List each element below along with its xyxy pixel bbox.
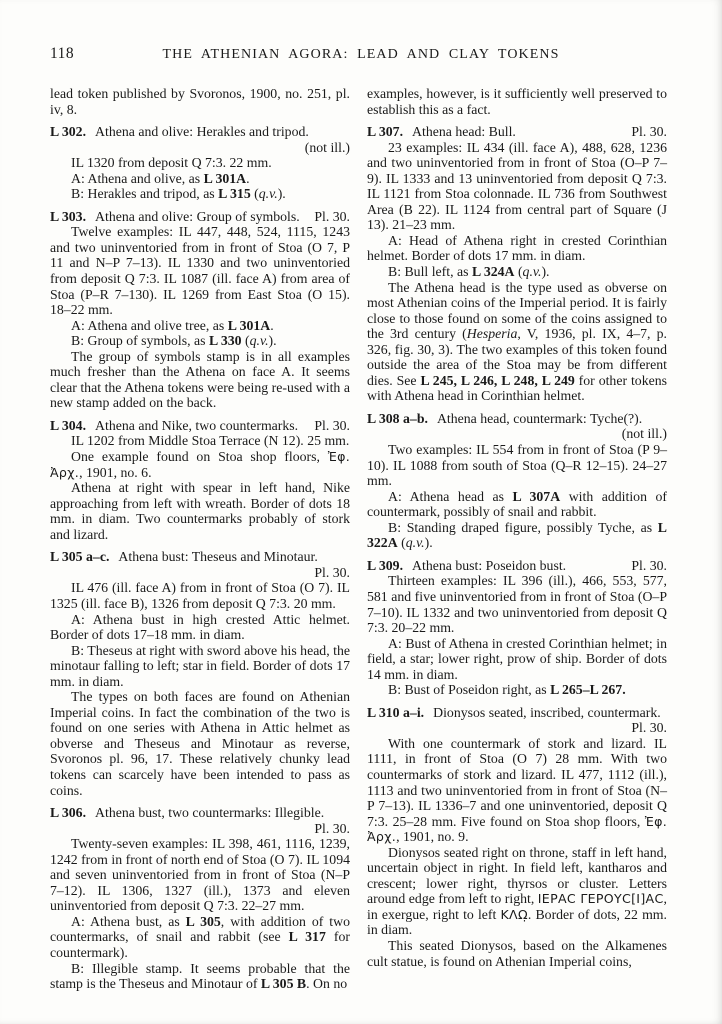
- entry-number: L 302.: [50, 124, 87, 140]
- entry-number: L 303.: [50, 208, 87, 224]
- text-run: , in exergue, right to left: [367, 891, 667, 922]
- continuation-paragraph: [367, 86, 667, 117]
- paragraph: [50, 643, 350, 690]
- paragraph: [367, 938, 667, 969]
- plate-ref: Pl. 30.: [631, 124, 667, 140]
- entry-number: L 310 a–i.: [367, 704, 425, 720]
- paragraph: [50, 914, 350, 961]
- text-run: q.v.: [249, 333, 269, 349]
- text-run: This seated Dionysos, based on the Alkamenes cult statue, is found on Athenian Imperial coins,: [367, 937, 667, 969]
- entry-heading: [367, 558, 667, 574]
- text-run: (: [250, 186, 259, 202]
- paragraph: [50, 155, 350, 171]
- text-columns: [50, 86, 668, 992]
- plate-ref: Pl. 30.: [314, 820, 350, 836]
- catalog-entry: [50, 805, 350, 992]
- text-run: L 301A: [227, 317, 271, 333]
- paragraph: [367, 140, 667, 233]
- catalog-entry: [50, 549, 350, 798]
- text-run: L 322A: [367, 519, 667, 551]
- greek-text-run: ΚΛΩ̣: [500, 906, 528, 922]
- text-run: , 1901, no. 6.: [79, 464, 152, 480]
- catalog-entry: [367, 705, 667, 969]
- entry-number: L 307.: [367, 124, 404, 140]
- text-run: L 307A: [512, 488, 561, 504]
- text-run: q.v.: [405, 535, 425, 551]
- text-run: q.v.: [258, 186, 278, 202]
- text-run: L 245, L 246, L 248, L 249: [420, 372, 575, 388]
- text-run: Thirteen examples: IL 396 (ill.), 466, 553, 577, 581 and five uninventoried from in front of Stoa (O–P 7–10). IL 1332 and two uninventoried from deposit Q 7:3. 20–22 mm.: [367, 573, 667, 636]
- page-number: 118: [50, 45, 75, 62]
- text-run: with addition of countermark, possibly of snail and rabbit.: [367, 488, 667, 520]
- text-run: (: [514, 264, 523, 280]
- paragraph: [367, 442, 667, 489]
- entry-title: Athena and Nike, two countermarks.: [95, 417, 299, 433]
- running-head: THE ATHENIAN AGORA: LEAD AND CLAY TOKENS: [162, 47, 560, 62]
- text-run: for other tokens with Athena head in Corinthian helmet.: [367, 372, 667, 404]
- paragraph: [367, 573, 667, 635]
- right-column: [367, 86, 667, 992]
- text-run: A: Athena head as: [388, 488, 513, 504]
- paragraph: [367, 845, 667, 938]
- text-run: ).: [541, 264, 550, 280]
- greek-text-run: Ἐφ. Ἀρχ.: [50, 449, 350, 480]
- continuation-paragraph: [50, 86, 350, 117]
- entry-heading: [50, 209, 350, 225]
- text-run: , with addition of two countermarks, of snail and rabbit (see: [50, 913, 351, 945]
- paragraph: [50, 580, 350, 611]
- text-run: L 305: [185, 913, 221, 929]
- text-run: B: Group of symbols, as: [71, 333, 209, 349]
- text-run: ).: [268, 333, 277, 349]
- entry-title: Athena bust: Theseus and Minotaur.: [118, 549, 318, 565]
- paragraph: [50, 689, 350, 798]
- text-run: IL 1202 from Middle Stoa Terrace (N 12). 25 mm.: [71, 433, 350, 449]
- plate-ref: Pl. 30.: [314, 564, 350, 580]
- paragraph: [50, 836, 350, 914]
- paragraph: [50, 171, 350, 187]
- entry-number: L 308 a–b.: [367, 410, 428, 426]
- text-run: B: Herakles and tripod, as: [71, 186, 219, 202]
- text-run: B: Theseus at right with sword above his head, the minotaur falling to left; star in field. Border of dots 17 mm. in diam.: [50, 642, 350, 689]
- entry-heading: [50, 549, 350, 565]
- paragraph: [50, 186, 350, 202]
- text-run: L 315: [218, 186, 251, 202]
- text-run: ).: [277, 186, 286, 202]
- text-run: . Border of dots, 22 mm. in diam.: [367, 906, 667, 938]
- text-run: A: Bust of Athena in crested Corinthian helmet; in field, a star; lower right, prow of ship. Border of dots 14 mm. in diam.: [367, 635, 667, 682]
- text-run: B: Standing draped figure, possibly Tyche, as: [388, 519, 658, 535]
- text-run: A: Athena and olive tree, as: [71, 317, 228, 333]
- plate-ref: (not ill.): [621, 426, 667, 442]
- paragraph: [367, 736, 667, 845]
- text-run: L 301A: [203, 170, 247, 186]
- plate-ref: (not ill.): [304, 139, 350, 155]
- text-run: A: Head of Athena right in crested Corinthian helmet. Border of dots 17 mm. in diam.: [367, 232, 667, 264]
- text-run: Twelve examples: IL 447, 448, 524, 1115, 1243 and two uninventoried from in front of Stoa (O 7, P 11 and N–P 7–13). IL 1330 and two uninventoried from deposit Q 7:3. IL 1087 (ill. face A) from area of Stoa (P–R 7–130). IL 1269 from East Stoa (O 15). 18–22 mm.: [50, 224, 350, 318]
- paragraph: [50, 480, 350, 542]
- catalog-entry: [367, 411, 667, 551]
- paragraph: [50, 349, 350, 411]
- text-run: L 265–L 267.: [550, 682, 626, 698]
- text-run: .: [246, 170, 250, 186]
- text-run: q.v.: [522, 264, 542, 280]
- entry-heading: [50, 418, 350, 434]
- entry-title: Athena and olive: Group of symbols.: [95, 208, 300, 224]
- text-run: B: Bull left, as: [388, 264, 472, 280]
- entry-heading: [50, 124, 350, 140]
- entry-number: L 306.: [50, 805, 87, 821]
- text-run: The group of symbols stamp is in all examples much fresher than the Athena on face A. It seems clear that the Athena tokens were being re-used with a new stamp added on the back.: [50, 348, 350, 411]
- paragraph: [50, 612, 350, 643]
- catalog-entry: [367, 124, 667, 404]
- text-run: for countermark).: [50, 929, 350, 960]
- entry-title: Athena and olive: Herakles and tripod.: [95, 124, 309, 140]
- paragraph: [50, 449, 350, 480]
- text-run: Athena at right with spear in left hand, Nike approaching from left with wreath. Border of dots 18 mm. in diam. Two countermarks probably of stork and lizard.: [50, 480, 350, 542]
- greek-text-run: Ἐφ. Ἀρχ.: [367, 813, 667, 845]
- text-run: (: [241, 333, 250, 349]
- paragraph: [50, 224, 350, 317]
- text-run: IL 1320 from deposit Q 7:3. 22 mm.: [71, 155, 272, 171]
- text-run: .: [270, 317, 274, 333]
- text-run: Twenty-seven examples: IL 398, 461, 1116, 1239, 1242 from in front of north end of Stoa (O 7). IL 1094 and seven uninventoried from in front of Stoa (N–P 7–12). IL 1306, 1327 (ill.), 1373 and eleven uninventoried from deposit Q 7:3. 22–27 mm.: [50, 836, 350, 914]
- plate-ref: Pl. 30.: [631, 557, 667, 573]
- text-run: examples, however, is it sufficiently well preserved to establish this as a fact.: [367, 86, 667, 117]
- catalog-entry: [50, 209, 350, 411]
- catalog-entry: [50, 124, 350, 202]
- paragraph: [50, 333, 350, 349]
- text-run: IL 476 (ill. face A) from in front of Stoa (O 7). IL 1325 (ill. face B), 1326 from deposit Q 7:3. 20 mm.: [50, 580, 350, 611]
- plate-ref: Pl. 30.: [314, 208, 350, 224]
- text-run: (: [397, 535, 406, 551]
- catalog-entry: [367, 558, 667, 698]
- left-column: [50, 86, 350, 992]
- paragraph: [367, 233, 667, 264]
- text-run: B: Bust of Poseidon right, as: [388, 682, 551, 698]
- text-run: lead token published by Svoronos, 1900, no. 251, pl. iv, 8.: [50, 86, 350, 117]
- text-run: L 324A: [471, 264, 515, 280]
- entry-title: Athena head: Bull.: [412, 124, 516, 140]
- entry-title: Athena head, countermark: Tyche(?).: [436, 410, 643, 426]
- entry-heading: [50, 805, 350, 821]
- paragraph: [50, 318, 350, 334]
- text-run: Dionysos seated right on throne, staff in left hand, uncertain object in right. In field left, kantharos and crescent; lower right, thyrsos or cluster. Letters around edge from left to right,: [367, 844, 667, 907]
- text-run: A: Athena bust, as: [71, 913, 186, 929]
- text-run: Hesperia: [466, 326, 518, 342]
- entry-number: L 309.: [367, 557, 404, 573]
- entry-number: L 304.: [50, 417, 87, 433]
- text-run: The types on both faces are found on Athenian Imperial coins. In fact the combination of the two is found on one series with Athena in Attic helmet as obverse and Theseus and Minotaur as reverse, Svoronos pl. 96, 17. These relatively chunky lead tokens can scarcely have been intended to pass as coins.: [50, 689, 350, 798]
- text-run: L 317: [288, 929, 326, 945]
- text-run: . On no: [306, 976, 348, 992]
- text-run: , 1901, no. 9.: [396, 829, 469, 845]
- catalog-entry: [50, 418, 350, 542]
- paragraph: [367, 280, 667, 404]
- text-run: L 330: [208, 333, 242, 349]
- text-run: With one countermark of stork and lizard. IL 1111, in front of Stoa (O 7) 28 mm. With two countermarks of stork and lizard. IL 477, 1112 (ill.), 1113 and two uninventoried from in front of Stoa (N–P 7–13). IL 1336–7 and one uninventoried, deposit Q 7:3. 25–28 mm. Five found on Stoa shop floors,: [367, 735, 667, 829]
- paragraph: [367, 489, 667, 520]
- paragraph: [50, 433, 350, 449]
- plate-ref: Pl. 30.: [631, 720, 667, 736]
- entry-title: Athena bust, two countermarks: Illegible.: [95, 805, 325, 821]
- text-run: One example found on Stoa shop floors,: [71, 449, 328, 465]
- greek-text-run: ΙΕΡΑC ΓΕΡΟΥC[Ι]ΑC: [537, 891, 664, 907]
- paragraph: [367, 264, 667, 280]
- plate-ref: Pl. 30.: [314, 417, 350, 433]
- paragraph: [50, 961, 350, 992]
- paragraph: [367, 636, 667, 683]
- text-run: , V, 1936, pl. IX, 4–7, p. 326, fig. 30, 3). The two examples of this token found outside the area of the Stoa may be from different dies. See: [367, 326, 667, 388]
- entry-number: L 305 a–c.: [50, 549, 110, 565]
- text-run: ).: [424, 535, 433, 551]
- text-run: The Athena head is the type used as obverse on most Athenian coins of the Imperial period. It is fairly close to those found on some of the coins assigned to the 3rd century (: [367, 279, 667, 342]
- entry-title: Dionysos seated, inscribed, countermark.: [433, 704, 661, 720]
- entry-title: Athena bust: Poseidon bust.: [412, 557, 567, 573]
- paragraph: [367, 682, 667, 698]
- text-run: B: Illegible stamp. It seems probable that the stamp is the Theseus and Minotaur of: [50, 960, 350, 992]
- entry-heading: [367, 124, 667, 140]
- text-run: L 305 B: [260, 976, 307, 992]
- text-run: A: Athena bust in high crested Attic helmet. Border of dots 17–18 mm. in diam.: [50, 611, 350, 643]
- entry-heading: [367, 705, 667, 721]
- paragraph: [367, 520, 667, 551]
- entry-heading: [367, 411, 667, 427]
- text-run: Two examples: IL 554 from in front of Stoa (P 9–10). IL 1088 from south of Stoa (Q–R 12–15). 24–27 mm.: [367, 442, 667, 489]
- text-run: 23 examples: IL 434 (ill. face A), 488, 628, 1236 and two uninventoried from in front of Stoa (O–P 7–9). IL 1333 and 13 uninventoried from deposit Q 7:3. IL 1121 from Stoa colonnade. IL 736 from Southwest Area (B 22). IL 1124 from central part of Square (J 13). 21–23 mm.: [367, 139, 667, 233]
- text-run: A: Athena and olive, as: [71, 170, 204, 186]
